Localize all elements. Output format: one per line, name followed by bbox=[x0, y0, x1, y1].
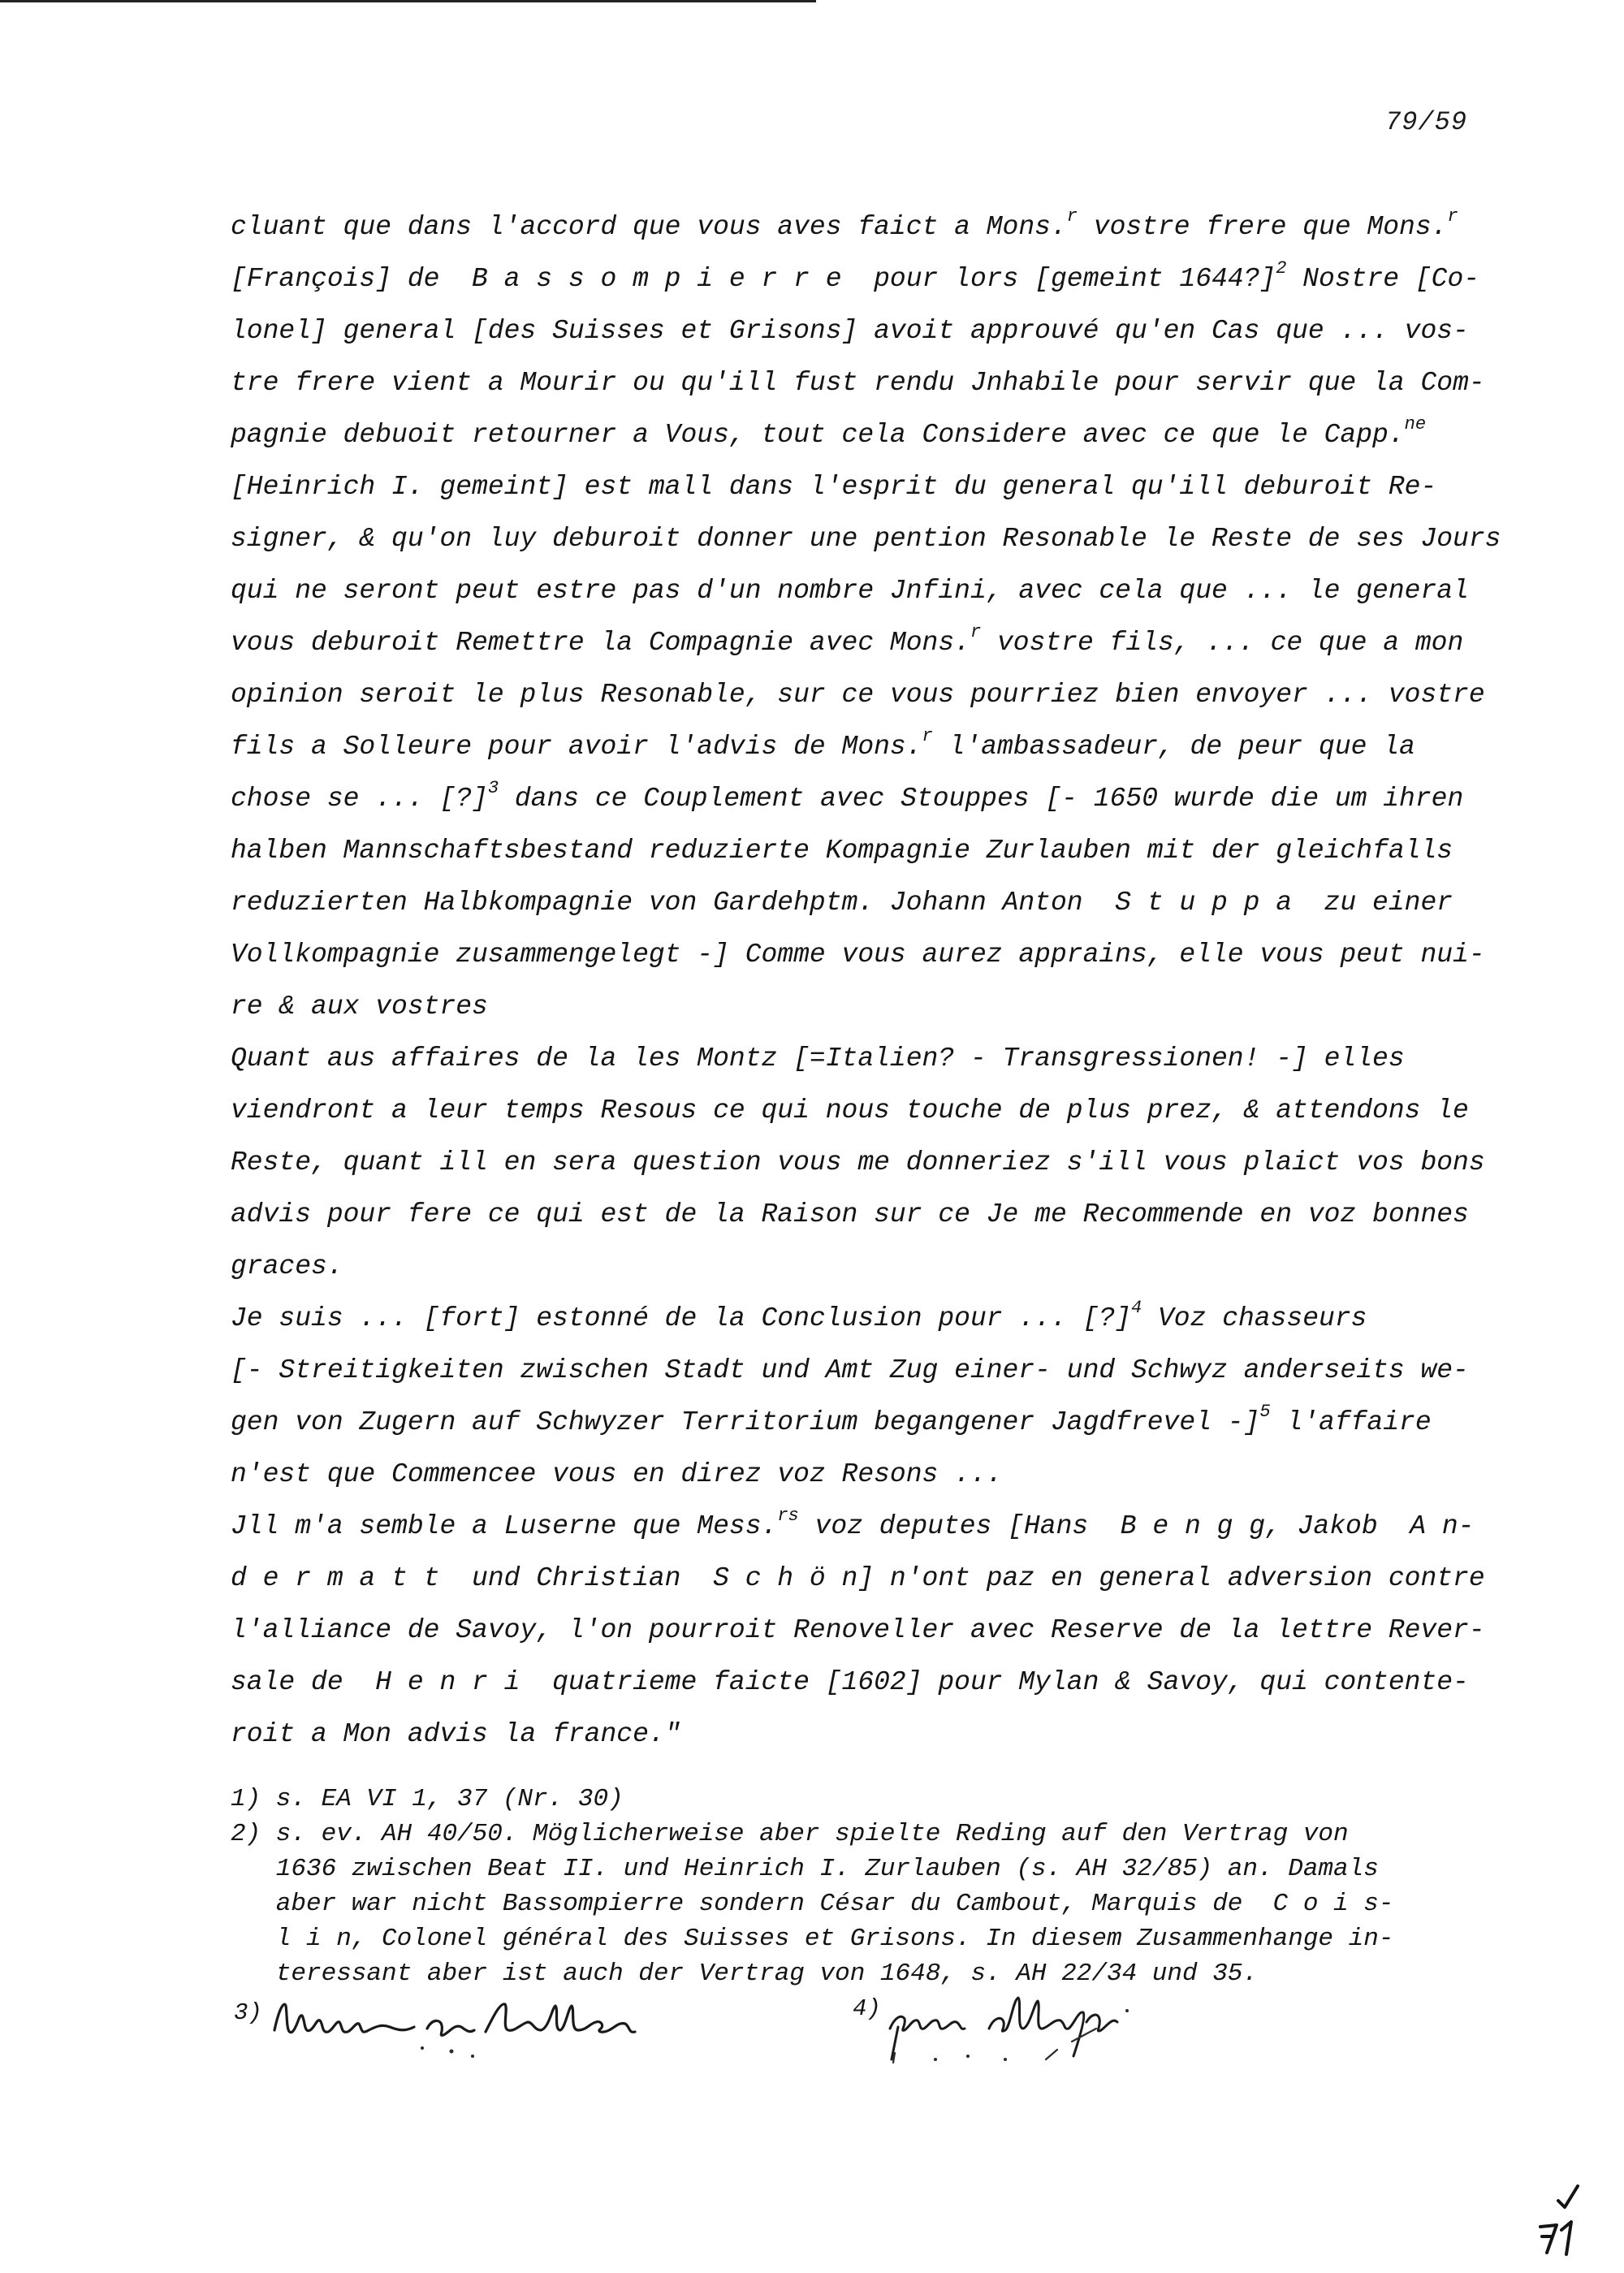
text-segment: l'ambassadeur, de peur que la bbox=[932, 732, 1415, 762]
text-line bbox=[231, 1033, 1530, 1085]
text-line bbox=[231, 565, 1530, 617]
text-line bbox=[231, 253, 1530, 305]
text-line bbox=[231, 721, 1530, 773]
superscript: ne bbox=[1404, 414, 1427, 434]
top-scan-edge bbox=[0, 0, 816, 2]
text-segment: signer, & qu'on luy deburoit donner une pention Resonable le Reste de ses Jours bbox=[231, 524, 1501, 554]
text-segment: chose se ... [?] bbox=[231, 784, 488, 814]
text-segment: fils a Solleure pour avoir l'advis de Mons. bbox=[231, 732, 922, 762]
superscript: r bbox=[1066, 206, 1078, 227]
text-segment: cluant que dans l'accord que vous aves faict a Mons. bbox=[231, 212, 1067, 242]
text-segment: dans ce Couplement avec Stouppes [- 1650 wurde die um ihren bbox=[499, 784, 1464, 814]
text-segment: tre frere vient a Mourir ou qu'ill fust rendu Jnhabile pour servir que la Com- bbox=[231, 368, 1485, 398]
text-line bbox=[231, 1085, 1530, 1137]
text-segment: sale de H e n r i quatrieme faicte [1602] pour Mylan & Savoy, qui contente- bbox=[231, 1667, 1469, 1697]
text-line bbox=[231, 1397, 1530, 1449]
letter-transcription bbox=[231, 201, 1530, 1761]
footnotes bbox=[231, 1782, 1530, 1991]
text-segment: pagnie debuoit retourner a Vous, tout cela Considere avec ce que le Capp. bbox=[231, 420, 1405, 450]
footnote-line: 1) s. EA VI 1, 37 (Nr. 30) bbox=[231, 1785, 624, 1813]
text-segment: reduzierten Halbkompagnie von Gardehptm. Johann Anton S t u p p a zu einer bbox=[231, 888, 1453, 918]
text-segment: Reste, quant ill en sera question vous me donneriez s'ill vous plaict vos bons bbox=[231, 1147, 1485, 1178]
text-segment: Vollkompagnie zusammengelegt -] Comme vous aurez apprains, elle vous peut nui- bbox=[231, 940, 1485, 970]
text-line bbox=[231, 981, 1530, 1033]
page-number: 79/59 bbox=[1385, 107, 1468, 137]
text-line bbox=[231, 305, 1530, 357]
text-line bbox=[231, 357, 1530, 409]
text-segment: voz deputes [Hans B e n g g, Jakob A n- bbox=[798, 1511, 1475, 1541]
text-line bbox=[231, 1449, 1530, 1501]
text-line bbox=[231, 877, 1530, 929]
folio-mark bbox=[1531, 2183, 1587, 2264]
text-line bbox=[231, 1657, 1530, 1709]
text-line bbox=[231, 825, 1530, 877]
text-segment: vostre frere que Mons. bbox=[1077, 212, 1448, 242]
text-segment: halben Mannschaftsbestand reduzierte Kompagnie Zurlauben mit der gleichfalls bbox=[231, 836, 1453, 866]
text-segment: qui ne seront peut estre pas d'un nombre Jnfini, avec cela que ... le general bbox=[231, 576, 1469, 606]
text-line bbox=[231, 461, 1530, 513]
superscript: 2 bbox=[1276, 258, 1287, 279]
text-line bbox=[231, 409, 1530, 461]
text-segment: advis pour fere ce qui est de la Raison sur ce Je me Recommende en voz bonnes bbox=[231, 1199, 1469, 1229]
footnote-line: teressant aber ist auch der Vertrag von 1648, s. AH 22/34 und 35. bbox=[231, 1960, 1259, 1988]
text-segment: d e r m a t t und Christian S c h ö n] n'ont paz en general adversion contre bbox=[231, 1563, 1485, 1593]
text-line bbox=[231, 1345, 1530, 1397]
footnote-3-label: 3) bbox=[234, 1999, 262, 2026]
superscript: r bbox=[922, 726, 933, 746]
text-segment: opinion seroit le plus Resonable, sur ce vous pourriez bien envoyer ... vostre bbox=[231, 680, 1485, 710]
text-segment: [François] de B a s s o m p i e r r e pour lors [gemeint 1644?] bbox=[231, 264, 1276, 294]
text-segment: gen von Zugern auf Schwyzer Territorium begangener Jagdfrevel -] bbox=[231, 1407, 1260, 1437]
text-segment: viendront a leur temps Resous ce qui nous touche de plus prez, & attendons le bbox=[231, 1095, 1469, 1126]
footnote-line: l i n, Colonel général des Suisses et Grisons. In diesem Zusammenhange in- bbox=[231, 1925, 1394, 1953]
text-segment: Quant aus affaires de la les Montz [=Italien? - Transgressionen! -] elles bbox=[231, 1044, 1405, 1074]
text-line bbox=[231, 1241, 1530, 1293]
text-line bbox=[231, 1605, 1530, 1657]
text-segment: n'est que Commencee vous en direz voz Resons ... bbox=[231, 1459, 1003, 1489]
text-line bbox=[231, 1189, 1530, 1241]
text-line bbox=[231, 669, 1530, 721]
text-line bbox=[231, 1709, 1530, 1761]
text-line bbox=[231, 1137, 1530, 1189]
text-line bbox=[231, 513, 1530, 565]
text-segment: [Heinrich I. gemeint] est mall dans l'esprit du general qu'ill deburoit Re- bbox=[231, 472, 1437, 502]
text-segment: roit a Mon advis la france." bbox=[231, 1719, 681, 1749]
superscript: 4 bbox=[1130, 1298, 1142, 1318]
text-line bbox=[231, 1293, 1530, 1345]
text-line bbox=[231, 201, 1530, 253]
handwritten-word-4 bbox=[883, 1981, 1224, 2071]
text-segment: graces. bbox=[231, 1251, 343, 1281]
text-segment: Jll m'a semble a Luserne que Mess. bbox=[231, 1511, 778, 1541]
text-line bbox=[231, 1553, 1530, 1605]
superscript: r bbox=[1447, 206, 1458, 227]
text-segment: Voz chasseurs bbox=[1142, 1303, 1367, 1333]
text-segment: Je suis ... [fort] estonné de la Conclusion pour ... [?] bbox=[231, 1303, 1131, 1333]
footnote-line: 1636 zwischen Beat II. und Heinrich I. Zurlauben (s. AH 32/85) an. Damals bbox=[231, 1855, 1379, 1883]
footnote-4-label: 4) bbox=[853, 1995, 881, 2022]
superscript: 5 bbox=[1259, 1402, 1271, 1422]
text-line bbox=[231, 773, 1530, 825]
footnote-line: aber war nicht Bassompierre sondern César du Cambout, Marquis de C o i s- bbox=[231, 1890, 1394, 1918]
text-segment: lonel] general [des Suisses et Grisons] avoit approuvé qu'en Cas que ... vos- bbox=[231, 316, 1469, 346]
text-line bbox=[231, 929, 1530, 981]
superscript: rs bbox=[777, 1506, 799, 1526]
footnote-line: 2) s. ev. AH 40/50. Möglicherweise aber spielte Reding auf den Vertrag von bbox=[231, 1820, 1349, 1848]
superscript: 3 bbox=[487, 778, 499, 798]
handwritten-word-3 bbox=[268, 1991, 755, 2064]
text-segment: l'alliance de Savoy, l'on pourroit Renoveller avec Reserve de la lettre Rever- bbox=[231, 1615, 1485, 1645]
text-segment: [- Streitigkeiten zwischen Stadt und Amt Zug einer- und Schwyz anderseits we- bbox=[231, 1355, 1469, 1385]
text-line bbox=[231, 1501, 1530, 1553]
text-line bbox=[231, 617, 1530, 669]
superscript: r bbox=[970, 622, 982, 642]
text-segment: re & aux vostres bbox=[231, 992, 488, 1022]
text-segment: Nostre [Co- bbox=[1286, 264, 1480, 294]
text-segment: l'affaire bbox=[1270, 1407, 1432, 1437]
text-segment: vostre fils, ... ce que a mon bbox=[981, 628, 1464, 658]
text-segment: vous deburoit Remettre la Compagnie avec Mons. bbox=[231, 628, 970, 658]
